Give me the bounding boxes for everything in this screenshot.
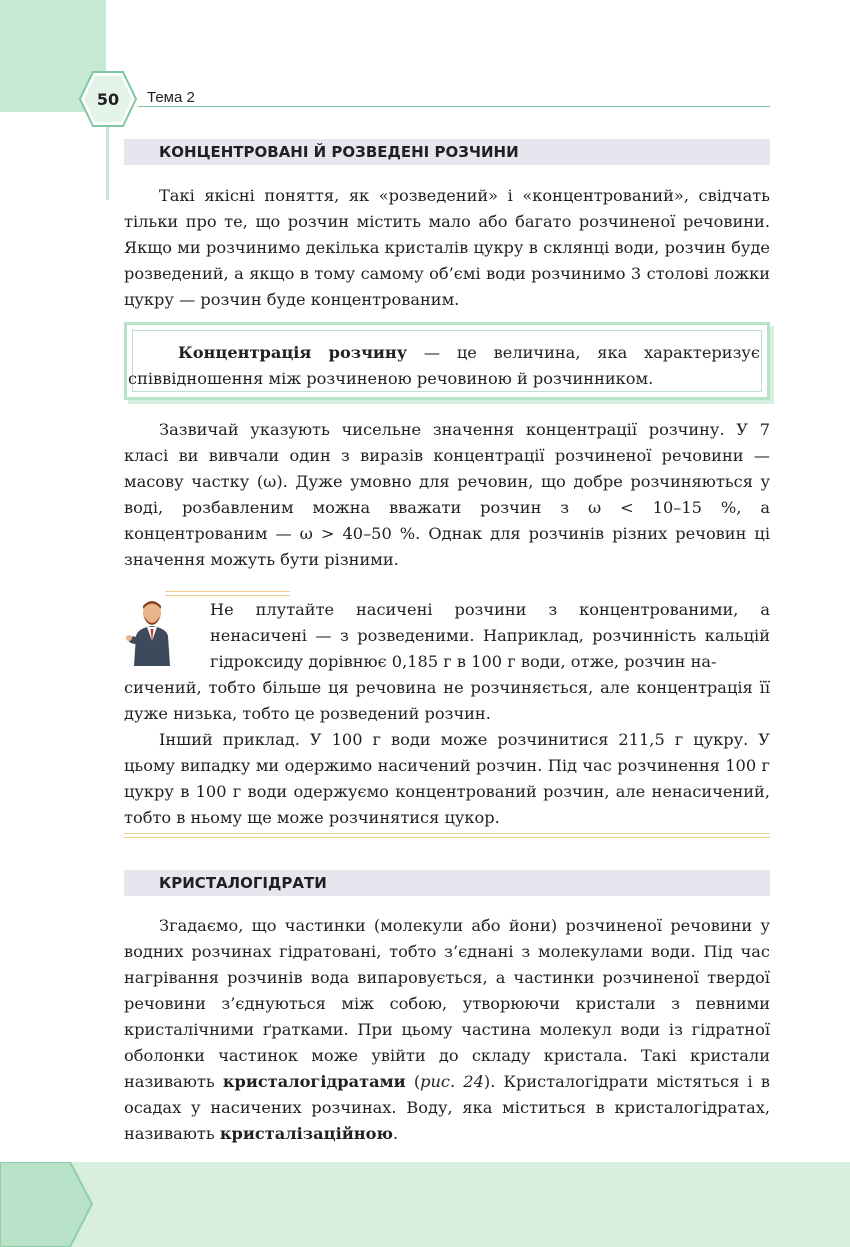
- footer-band: [0, 1162, 850, 1247]
- paragraph-text: Зазвичай указують чисельне значення концентрації розчину. У 7 класі ви вивчали один з виразів концентрації розчиненої речовини — масову частку (ω). Дуже умовно для речовин, що добре розчиняються у воді, розбавленим можна вважати розчин з ω < 10–15 %, а концентрованим — ω > 40–50 %. Однак для розчинів різних речовин ці значення можуть бути різними.: [124, 420, 770, 569]
- term-crystallohydrates: кристалогідратами: [222, 1072, 406, 1091]
- figure-reference[interactable]: рис. 24: [420, 1072, 484, 1091]
- paragraph-intro: [124, 183, 770, 313]
- teacher-icon: [124, 596, 180, 666]
- page-number: 50: [96, 89, 120, 109]
- note-text-continued: [124, 675, 770, 831]
- note-example: Інший приклад. У 100 г води може розчинитися 211,5 г цукру. У цьому випадку ми одержимо насичений розчин. Під час розчинення 100 г цукру в 100 г води одержуємо концентрований розчин, але ненасичений, тобто в ньому ще може розчинятися цукор.: [124, 730, 770, 827]
- note-rule-top: [165, 591, 290, 596]
- paragraph-crystallohydrates: Згадаємо, що частинки (молекули або йони) розчиненої речовини у водних розчинах гідратовані, тобто з’єднані з молекулами води. Під час нагрівання розчинів вода випаровується, а частинки розчиненої твердої речовини з’єднуються між собою, утворюючи кристали з певними кристалічними ґратками. При цьому частина молекул води із гідратної оболонки частинок може увійти до складу кристала. Такі кристали називають кристалогідратами (рис. 24). Кристалогідрати містяться і в осадах у насичених розчинах. Воду, яка міститься в кристалогідратах, називають кристалізаційною.: [124, 916, 770, 1143]
- section-heading-concentrated: КОНЦЕНТРОВАНІ Й РОЗВЕДЕНІ РОЗЧИНИ: [124, 139, 770, 165]
- page-number-badge: [78, 70, 138, 128]
- paragraph-text: Згадаємо, що частинки (молекули або йони) розчиненої речовини у водних розчинах гідратовані, тобто з’єднані з молекулами води. Під час нагрівання розчинів вода випаровується, а частинки розчиненої твердої речовини з’єднуються між собою, утворюючи кристали з певними кристалічними ґратками. При цьому частина молекул води із гідратної оболонки частинок може увійти до складу кристала. Такі кристали називають: [124, 916, 770, 1091]
- section-heading-crystallohydrates: КРИСТАЛОГІДРАТИ: [124, 870, 770, 896]
- note-line: Не плутайте насичені розчини з концентрованими, а ненасичені — з розведеними. Наприклад, розчинність кальцій гідроксиду дорівнює 0,185 г в 100 г води, отже, розчин на-: [210, 600, 770, 671]
- term-crystallization: кристалізаційною: [219, 1124, 393, 1143]
- definition-body: — це величина, яка характеризує співвідношення між розчиненою речовиною й розчинником.: [128, 343, 760, 388]
- note-line: сичений, тобто більше ця речовина не розчиняється, але концентрація її дуже низька, тобто це розведений розчин.: [124, 678, 770, 723]
- definition-term: Концентрація розчину: [178, 343, 408, 362]
- note-rule-bottom: [124, 833, 770, 838]
- header-rule: [138, 106, 770, 107]
- paragraph-text: Такі якісні поняття, як «розведений» і «концентрований», свідчать тільки про те, що розчин містить мало або багато розчиненої речовини. Якщо ми розчинимо декілька кристалів цукру в склянці води, розчин буде розведений, а якщо в тому самому об’ємі води розчинимо 3 столові ложки цукру — розчин буде концентрованим.: [124, 186, 770, 309]
- topic-label: Тема 2: [147, 89, 195, 106]
- note-text-intro: [210, 597, 770, 675]
- footer-tab: [0, 1162, 95, 1247]
- paragraph-concentration: [124, 417, 770, 573]
- definition-text: [128, 340, 760, 392]
- paragraph-text: Кристалогідрати містяться і в осадах у насичених розчинах. Воду, яка міститься в кристалогідратах, називають: [124, 1072, 770, 1143]
